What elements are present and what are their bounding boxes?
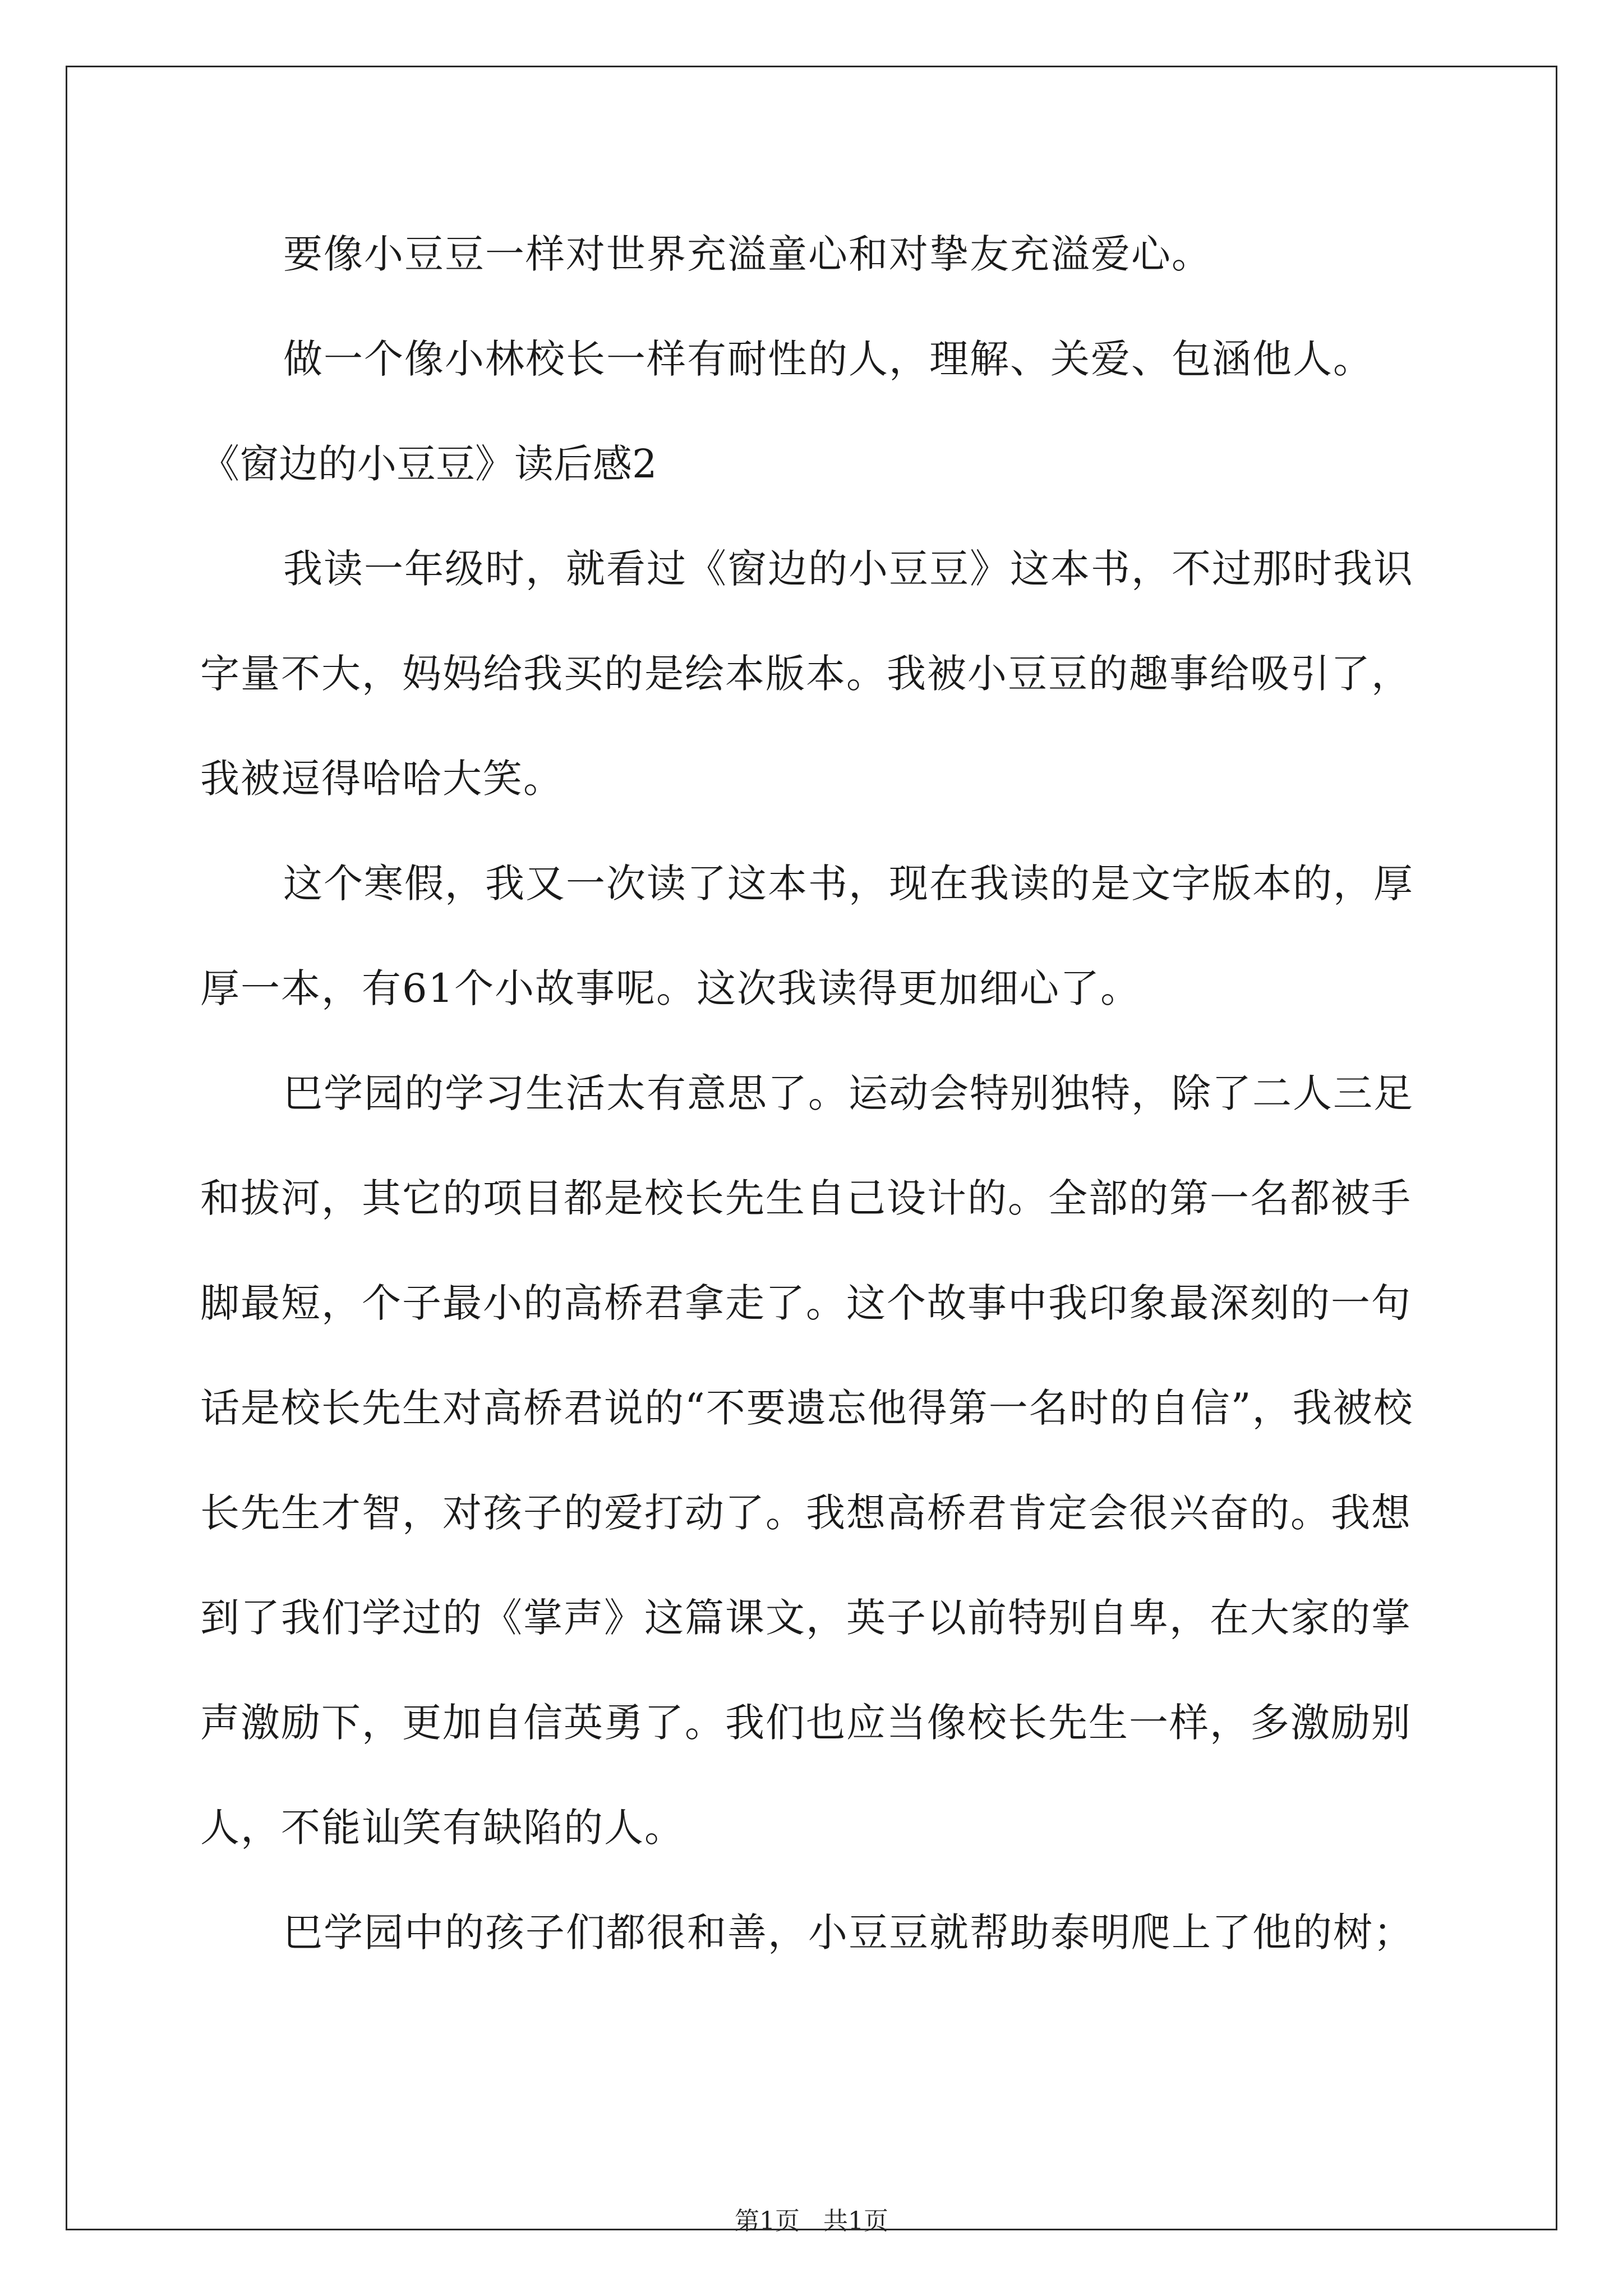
document-body: [200, 202, 1434, 1985]
paragraph-body-3: 巴学园的学习生活太有意思了。运动会特别独特，除了二人三足和拔河，其它的项目都是校长先生自己设计的。全部的第一名都被手脚最短，个子最小的高桥君拿走了。这个故事中我印象最深刻的一句话是校长先生对高桥君说的“不要遗忘他得第一名时的自信”，我被校长先生才智，对孩子的爱打动了。我想高桥君肯定会很兴奋的。我想到了我们学过的《掌声》这篇课文，英子以前特别自卑，在大家的掌声激励下，更加自信英勇了。我们也应当像校长先生一样，多激励别人，不能讪笑有缺陷的人。: [200, 1070, 1414, 1851]
section-title: 《窗边的小豆豆》读后感2: [200, 441, 657, 487]
paragraph-body-4: 巴学园中的孩子们都很和善，小豆豆就帮助泰明爬上了他的树；: [283, 1910, 1414, 1955]
paragraph-body-1: 我读一年级时，就看过《窗边的小豆豆》这本书，不过那时我识字量不大，妈妈给我买的是绘本版本。我被小豆豆的趣事给吸引了，我被逗得哈哈大笑。: [200, 546, 1414, 802]
paragraph-intro-2: 做一个像小林校长一样有耐性的人，理解、关爱、包涵他人。: [283, 336, 1373, 382]
paragraph-body-2: 这个寒假，我又一次读了这本书，现在我读的是文字版本的，厚厚一本，有61个小故事呢。这次我读得更加细心了。: [200, 861, 1414, 1011]
paragraph-intro-1: 要像小豆豆一样对世界充溢童心和对挚友充溢爱心。: [283, 231, 1212, 277]
page-footer: 第1页 共1页: [735, 2207, 888, 2235]
